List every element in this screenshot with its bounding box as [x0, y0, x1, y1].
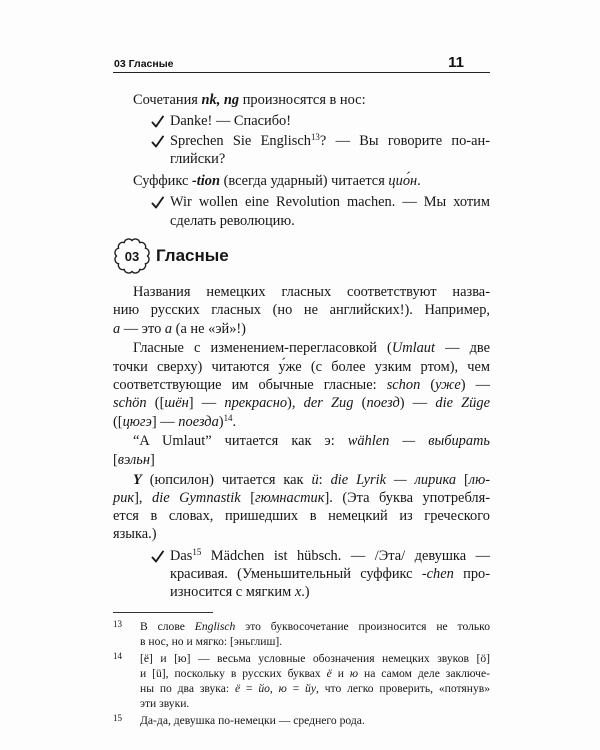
line-content [113, 452, 155, 468]
line-content [140, 635, 282, 648]
text-line [170, 193, 490, 211]
italic-text: цио́н [388, 173, 418, 190]
italic-text: а [164, 320, 173, 337]
text-run: износится с мягким [170, 584, 295, 601]
running-header [113, 55, 490, 73]
text-line [113, 339, 490, 357]
italic-text: поезд [366, 395, 400, 412]
text-run: . [417, 173, 421, 190]
line-content [113, 302, 490, 318]
text-line [170, 583, 490, 601]
text-line [170, 212, 490, 230]
line-content [113, 321, 246, 337]
check-icon [151, 550, 164, 563]
bullet-item [113, 112, 490, 130]
line-content [140, 714, 365, 727]
text-run: Mädchen ist hübsch. — /Эта/ девушка — [201, 547, 490, 564]
text-run: Да-да, девушка по-немецки — среднего рода. [140, 713, 365, 727]
text-run: ] [150, 451, 155, 468]
italic-text: ю [278, 681, 287, 695]
bold-italic-text: nk, ng [201, 92, 240, 108]
text-run: = [240, 681, 259, 695]
text-run: ), [287, 395, 304, 412]
text-run: (всегда ударный) читается [219, 173, 389, 190]
line-content [133, 173, 421, 189]
line-content [113, 490, 490, 506]
text-run: ется в словах, пришедших в немецкий из греческого [113, 508, 490, 525]
text-line [140, 619, 490, 634]
text-run: ( [353, 395, 367, 412]
italic-text: ё [326, 666, 332, 680]
italic-text: гюмнастик [255, 489, 325, 506]
text-line [170, 112, 490, 130]
italic-text: уже [435, 377, 461, 394]
text-run: Wir wollen eine Revolution machen. — Мы хотим [170, 194, 490, 211]
paragraph [113, 283, 490, 338]
text-line [113, 471, 490, 489]
line-content [140, 620, 490, 633]
line-content [170, 133, 490, 149]
paragraph [113, 339, 490, 430]
running-header-section: 03 Гласные [114, 58, 174, 70]
text-run: — две [435, 340, 490, 357]
bullet-item [113, 132, 490, 169]
text-run: — это [120, 320, 165, 337]
footnote-separator [113, 612, 213, 613]
text-run: Суффикс [133, 173, 192, 190]
italic-text: Englisch [194, 619, 236, 633]
text-line [113, 507, 490, 525]
text-run: . [232, 413, 237, 430]
text-run: и [331, 666, 350, 680]
text-run: (а не «эй»!) [172, 320, 246, 337]
italic-text: -chen [421, 566, 454, 583]
footnote-reference: 13 [310, 131, 320, 142]
paragraph [113, 172, 490, 190]
text-run: глийски? [170, 150, 226, 167]
text-line [170, 132, 490, 150]
footnote-number: 13 [113, 618, 122, 629]
line-content [170, 213, 295, 229]
line-content [140, 667, 490, 680]
footnote [113, 651, 490, 712]
footnote-number: 15 [113, 712, 122, 723]
italic-text: ü [311, 471, 319, 488]
footnote-reference: 15 [192, 546, 202, 557]
italic-text: лю- [468, 471, 491, 488]
line-content [133, 340, 490, 356]
line-content [133, 433, 490, 449]
text-run: про- [453, 566, 490, 583]
text-run: “A Umlaut” читается как э: [133, 433, 348, 450]
check-stroke [153, 117, 164, 127]
bullet-item [113, 547, 490, 602]
text-run: языка.) [113, 526, 157, 543]
line-content [140, 697, 189, 710]
text-line [140, 681, 490, 696]
line-content [170, 584, 310, 600]
text-run: точки сверху) читаются у́же (с более узким ртом), чем [113, 358, 490, 375]
check-icon [151, 196, 164, 209]
text-run: ([ [146, 395, 165, 412]
paragraph [113, 471, 490, 544]
section-title: Гласные [156, 246, 229, 266]
text-line [113, 413, 490, 431]
italic-text: прекрасно [224, 395, 288, 412]
line-content [113, 526, 157, 542]
italic-text: schon [386, 377, 421, 394]
line-content [113, 508, 490, 524]
text-run: В слове [140, 619, 195, 633]
line-content [113, 377, 490, 393]
text-line [113, 432, 490, 450]
check-icon [151, 115, 164, 128]
check-stroke [153, 198, 164, 208]
italic-text: шён [164, 395, 189, 412]
text-line [113, 91, 490, 109]
line-content [133, 472, 490, 488]
text-run: ]. (Эта буква употребля- [324, 489, 490, 506]
italic-text: wählen — выбирать [347, 433, 490, 450]
text-run: ], [134, 489, 153, 506]
line-content [170, 194, 490, 210]
text-run: = [286, 681, 306, 695]
text-run: ([ [113, 413, 123, 430]
text-run: ] — [188, 395, 225, 412]
text-run: Гласные с изменением-перегласовкой ( [133, 340, 392, 357]
text-run: произносятся в нос: [239, 92, 366, 108]
text-line [140, 651, 490, 666]
section-heading [113, 237, 490, 275]
line-content [133, 92, 366, 108]
line-content [170, 113, 291, 129]
italic-text: Umlaut [391, 340, 435, 357]
line-content [113, 414, 236, 430]
text-line [170, 150, 490, 168]
text-run: Sprechen Sie Englisch [170, 132, 311, 149]
text-run: нию русских гласных (но не английских!). Например, [113, 302, 490, 319]
line-content [170, 548, 490, 564]
footnote-number: 14 [113, 650, 122, 661]
text-run: Сочетания [133, 92, 202, 108]
italic-text: ю [349, 666, 359, 680]
text-run: [ [456, 471, 469, 488]
text-line [113, 525, 490, 543]
italic-text: цюгэ [122, 413, 152, 430]
text-run: на самом деле заключе- [358, 666, 490, 680]
italic-text: йо [258, 681, 270, 695]
text-run: это буквосочетание произносится не только [235, 619, 491, 633]
text-line [140, 696, 490, 711]
text-run: соответствующие им обычные гласные: [113, 377, 387, 394]
text-line [170, 547, 490, 565]
text-run: [ё] и [ю] — весьма условные обозначения немецких звуков [ö] [140, 651, 490, 665]
text-run: : [318, 471, 331, 488]
text-run: ) — [460, 377, 491, 394]
text-run: ) [218, 413, 224, 430]
text-line [140, 634, 490, 649]
text-line [140, 666, 490, 681]
line-content [113, 395, 490, 411]
italic-text: die Züge [435, 395, 490, 412]
text-run: эти звуки. [140, 697, 190, 711]
text-run: Названия немецких гласных соответствуют назва- [133, 284, 490, 301]
check-icon [151, 135, 164, 148]
text-run: [ [113, 451, 118, 468]
text-run: .) [301, 584, 310, 601]
text-line [113, 320, 490, 338]
text-line [113, 394, 490, 412]
text-line [113, 489, 490, 507]
italic-text: der Zug [303, 395, 354, 412]
bold-italic-text: Y [133, 471, 142, 488]
text-line [113, 376, 490, 394]
paragraph [113, 432, 490, 469]
line-content [170, 566, 490, 582]
italic-text: вэльн [117, 451, 150, 468]
footnote [113, 619, 490, 649]
section-number-badge [113, 237, 151, 275]
text-run: в нос, но и мягко: [эньглиш]. [140, 634, 283, 648]
page-number: 11 [448, 54, 464, 71]
italic-text: поезда [178, 413, 219, 430]
text-line [113, 172, 490, 190]
text-run: и [ü], поскольку в русских буквах [140, 666, 327, 680]
line-content [113, 359, 490, 375]
italic-text: die Lyrik — лирика [330, 471, 457, 488]
section-number: 03 [124, 248, 140, 264]
italic-text: ё [234, 681, 241, 695]
text-line [170, 565, 490, 583]
text-column [113, 91, 490, 728]
text-run: Danke! — Спасибо! [170, 113, 292, 130]
text-run: ) — [399, 395, 436, 412]
text-run: ( [420, 377, 436, 394]
text-line [113, 283, 490, 301]
text-line [113, 358, 490, 376]
italic-text: schön [113, 395, 147, 412]
text-run: Das [170, 547, 193, 564]
text-run: сделать революцию. [170, 212, 295, 229]
text-run: , что легко проверить, «потянув» [315, 681, 491, 695]
bold-italic-text: -tion [191, 173, 220, 190]
text-run: ны по два звука: [140, 681, 235, 695]
line-content [140, 682, 490, 695]
text-line [113, 451, 490, 469]
bullet-item [113, 193, 490, 230]
italic-text: а [113, 320, 121, 337]
italic-text: йу [305, 681, 316, 695]
line-content [140, 652, 490, 665]
paragraph [113, 91, 490, 109]
text-run: , [269, 681, 279, 695]
line-content [170, 151, 225, 167]
text-run: (юпсилон) читается как [141, 471, 312, 488]
text-run: красивая. (Уменьшительный суффикс [170, 566, 422, 583]
check-stroke [153, 136, 164, 146]
footnote-reference: 14 [223, 412, 233, 423]
text-line [140, 713, 490, 728]
italic-text: рик [113, 489, 135, 506]
italic-text: die Gymnastik [152, 489, 241, 506]
text-line [113, 301, 490, 319]
text-run: ] — [151, 413, 179, 430]
line-content [133, 284, 490, 300]
text-run: ? — Вы говорите по-ан- [319, 132, 490, 149]
text-run: [ [240, 489, 256, 506]
italic-text: х [294, 584, 302, 601]
footnote [113, 713, 490, 728]
check-stroke [153, 551, 164, 561]
